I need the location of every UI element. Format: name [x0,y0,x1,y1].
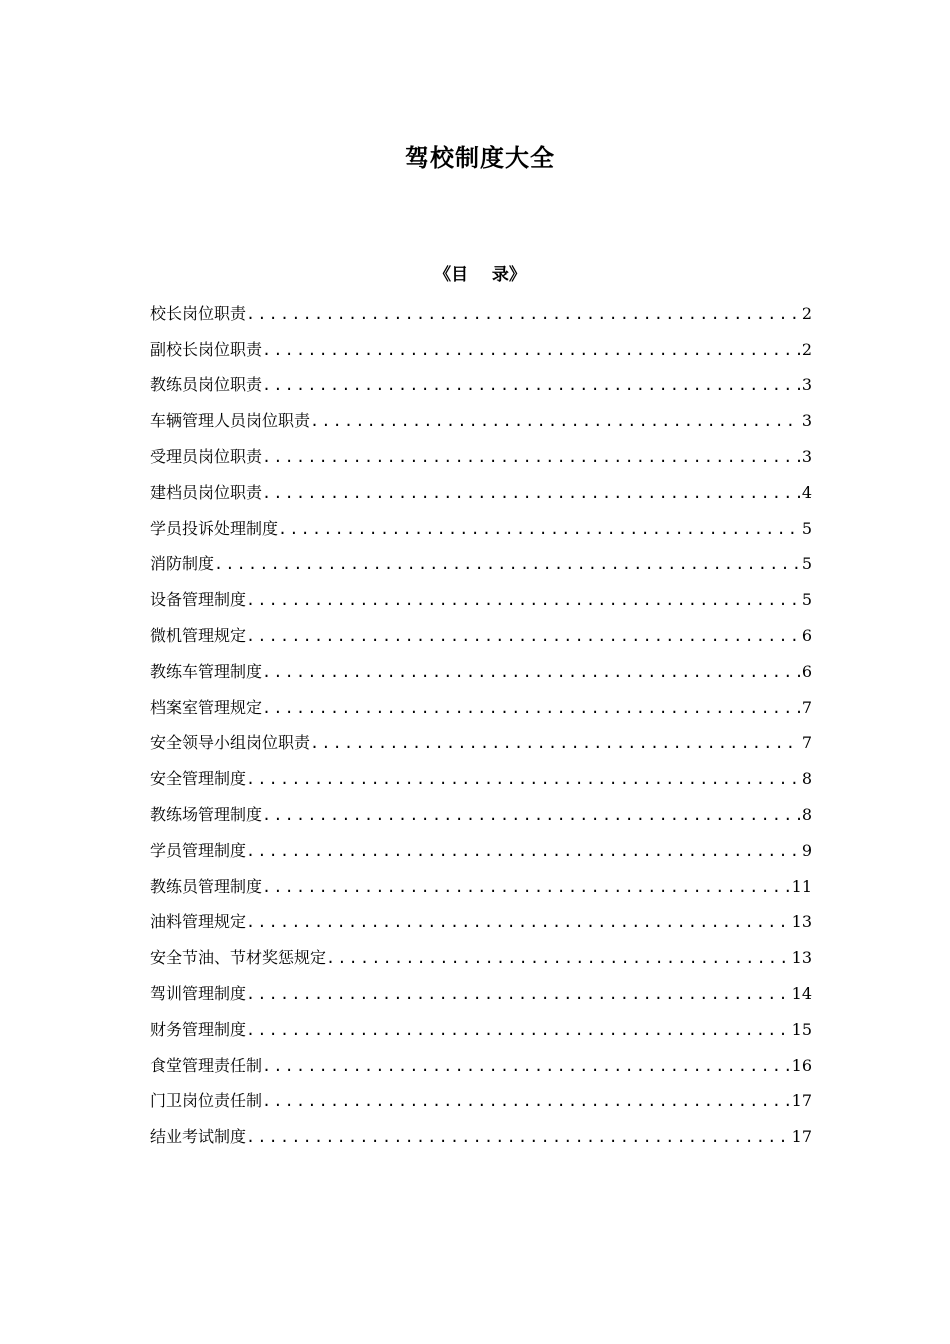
toc-entry-page: 11 [791,876,812,896]
toc-entry-page: 13 [791,912,812,932]
toc-entry[interactable] [150,288,812,324]
toc-entry[interactable] [150,574,812,610]
toc-entry-page: 2 [801,339,812,359]
toc-dot-leader [262,877,790,897]
toc-entry-page: 8 [801,804,812,824]
toc-entry-title: 档案室管理规定 [150,697,263,717]
toc-dot-leader [246,841,800,861]
toc-dot-leader [246,304,800,324]
toc-entry-title: 门卫岗位责任制 [150,1091,263,1111]
toc-heading: 《目 录》 [434,265,526,285]
toc-entry-title: 副校长岗位职责 [150,339,263,359]
toc-entry-page: 5 [801,554,812,574]
toc-entry-title: 安全管理制度 [150,769,247,789]
toc-entry-page: 7 [801,733,812,753]
toc-entry[interactable] [150,360,812,396]
toc-entry[interactable] [150,503,812,539]
toc-entry-title: 安全节油、节材奖惩规定 [150,948,327,968]
toc-entry[interactable] [150,968,812,1004]
toc-entry-page: 3 [801,375,812,395]
toc-entry-page: 3 [801,411,812,431]
toc-entry[interactable] [150,753,812,789]
toc-entry-title: 学员投诉处理制度 [150,518,279,538]
toc-entry-title: 财务管理制度 [150,1019,247,1039]
toc-dot-leader [262,662,800,682]
toc-entry-title: 建档员岗位职责 [150,482,263,502]
toc-entry-title: 驾训管理制度 [150,983,247,1003]
toc-dot-leader [262,698,800,718]
toc-entry[interactable] [150,431,812,467]
toc-entry-title: 教练场管理制度 [150,804,263,824]
toc-dot-leader [246,912,790,932]
toc-entry-page: 3 [801,446,812,466]
toc-entry[interactable] [150,718,812,754]
toc-entry-page: 7 [801,697,812,717]
toc-entry-page: 6 [801,661,812,681]
toc-dot-leader [262,375,800,395]
toc-entry[interactable] [150,861,812,897]
toc-entry-title: 安全领导小组岗位职责 [150,733,311,753]
toc-dot-leader [262,340,800,360]
toc-dot-leader [262,447,800,467]
toc-entry-title: 结业考试制度 [150,1127,247,1147]
toc-entry[interactable] [150,932,812,968]
toc-entry-title: 学员管理制度 [150,840,247,860]
toc-entry-page: 9 [801,840,812,860]
toc-entry-page: 2 [801,303,812,323]
toc-entry[interactable] [150,1111,812,1147]
toc-entry-title: 车辆管理人员岗位职责 [150,411,311,431]
toc-entry-title: 教练员岗位职责 [150,375,263,395]
toc-entry-page: 14 [791,983,812,1003]
toc-entry-title: 校长岗位职责 [150,303,247,323]
toc-dot-leader [262,1056,790,1076]
toc-entry[interactable] [150,897,812,933]
toc-dot-leader [246,1020,790,1040]
toc-dot-leader [246,590,800,610]
toc-entry-page: 4 [801,482,812,502]
toc-entry-page: 5 [801,590,812,610]
table-of-contents [150,288,812,1147]
toc-entry[interactable] [150,395,812,431]
toc-entry[interactable] [150,539,812,575]
document-title: 驾校制度大全 [405,143,555,172]
toc-entry-page: 13 [791,948,812,968]
toc-entry-page: 17 [791,1127,812,1147]
toc-dot-leader [310,411,800,431]
toc-entry-page: 15 [791,1019,812,1039]
toc-entry-title: 食堂管理责任制 [150,1055,263,1075]
toc-entry[interactable] [150,324,812,360]
toc-entry[interactable] [150,1040,812,1076]
toc-dot-leader [326,948,790,968]
toc-dot-leader [246,769,800,789]
toc-dot-leader [262,805,800,825]
toc-dot-leader [278,519,800,539]
toc-dot-leader [310,733,800,753]
toc-dot-leader [246,626,800,646]
toc-entry-title: 消防制度 [150,554,215,574]
toc-entry[interactable] [150,825,812,861]
toc-entry-title: 教练车管理制度 [150,661,263,681]
toc-dot-leader [262,483,800,503]
toc-entry[interactable] [150,467,812,503]
toc-entry-title: 设备管理制度 [150,590,247,610]
toc-entry-title: 受理员岗位职责 [150,446,263,466]
toc-dot-leader [262,1091,790,1111]
toc-entry[interactable] [150,789,812,825]
toc-dot-leader [214,554,800,574]
toc-entry-page: 5 [801,518,812,538]
toc-entry-page: 17 [791,1091,812,1111]
toc-entry[interactable] [150,1004,812,1040]
toc-entry-page: 6 [801,625,812,645]
toc-entry[interactable] [150,646,812,682]
toc-dot-leader [246,984,790,1004]
toc-entry-title: 教练员管理制度 [150,876,263,896]
toc-entry-title: 微机管理规定 [150,625,247,645]
toc-entry[interactable] [150,1076,812,1112]
toc-entry[interactable] [150,610,812,646]
toc-entry-page: 8 [801,769,812,789]
toc-entry-title: 油料管理规定 [150,912,247,932]
toc-entry-page: 16 [791,1055,812,1075]
toc-dot-leader [246,1127,790,1147]
toc-entry[interactable] [150,682,812,718]
